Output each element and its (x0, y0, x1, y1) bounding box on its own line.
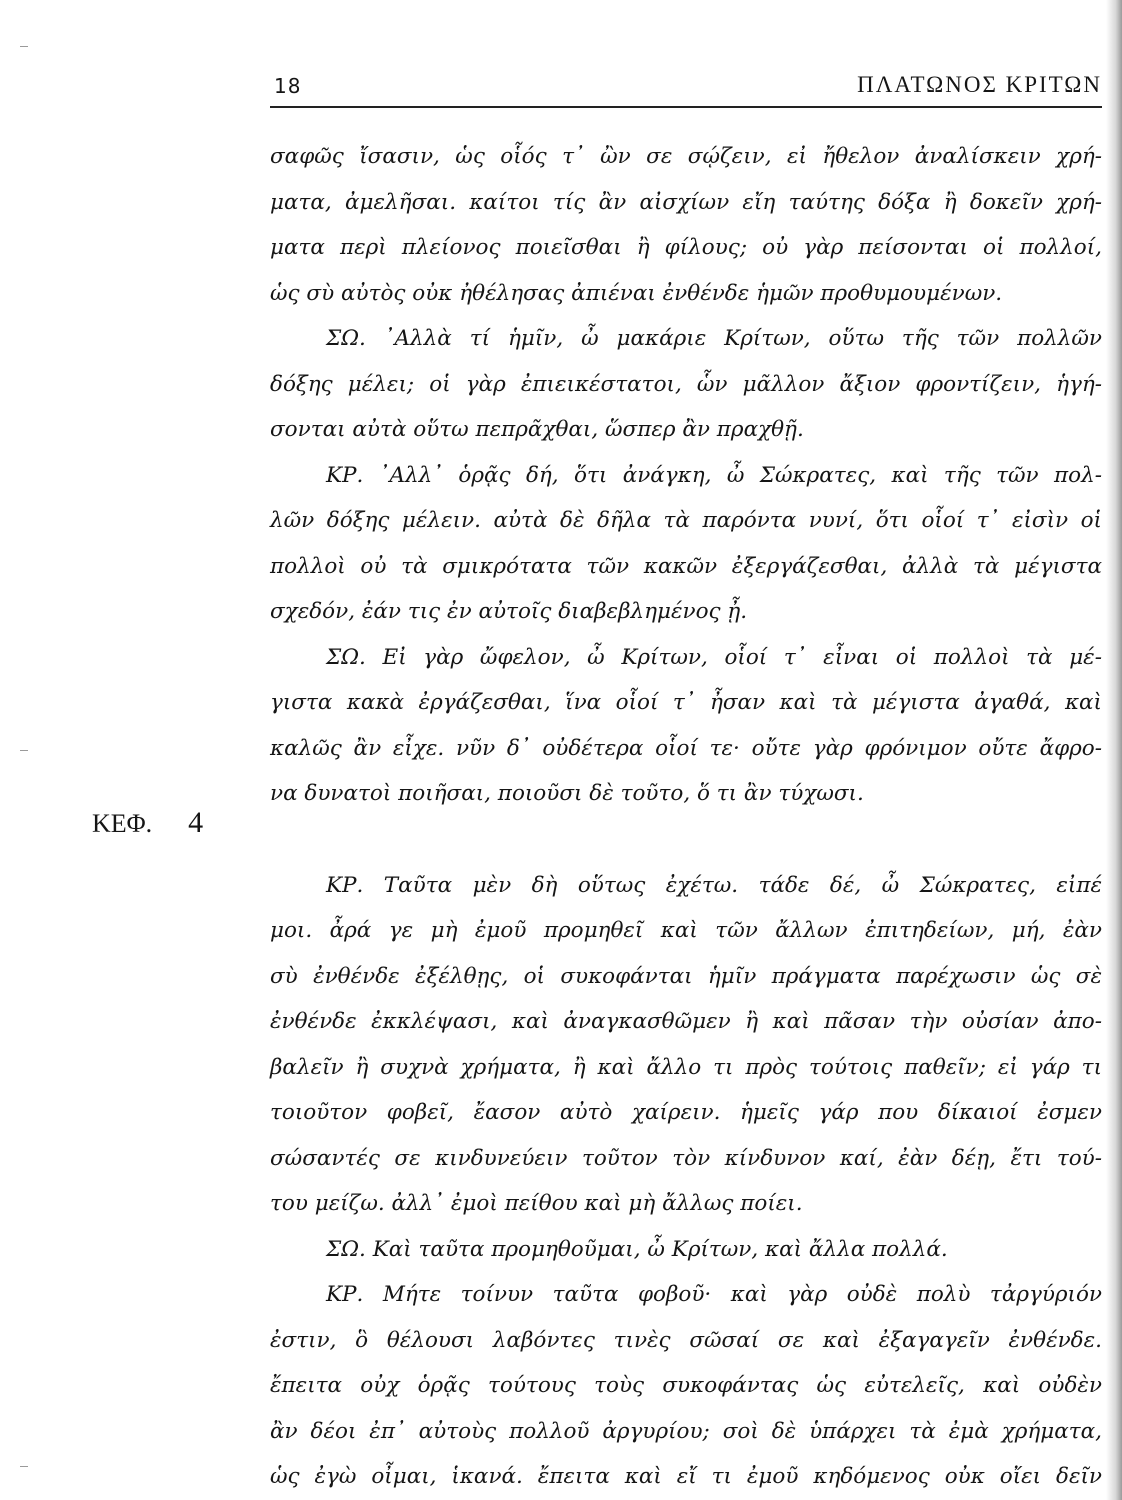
edge-mark (20, 1466, 28, 1467)
chapter-number: 4 (188, 806, 204, 839)
text-line: ἐστιν, ὃ θέλουσι λαβόντες τινὲς σῶσαί σε καὶ ἐξαγαγεῖν ἐνθένδε. (270, 1327, 1102, 1353)
paragraph (270, 1227, 1102, 1273)
text-line: σὺ ἐνθένδε ἐξέλθῃς, οἱ συκοφάνται ἡμῖν πράγματα παρέχωσιν ὡς σὲ (270, 963, 1102, 989)
edge-mark (20, 750, 28, 751)
text-line: ὡς σὺ αὐτὸς οὐκ ἠθέλησας ἀπιέναι ἐνθένδε ἡμῶν προθυμουμένων. (270, 280, 1003, 306)
page-number: 18 (274, 74, 302, 98)
text-line: σαφῶς ἴσασιν, ὡς οἷός τ᾿ ὢν σε σῴζειν, εἰ ἤθελον ἀναλίσκειν χρή- (270, 144, 1102, 169)
text-line: καλῶς ἂν εἶχε. νῦν δ᾿ οὐδέτερα οἷοί τε· οὔτε γὰρ φρόνιμον οὔτε ἄφρο- (270, 735, 1102, 761)
text-line: να δυνατοὶ ποιῆσαι, ποιοῦσι δὲ τοῦτο, ὅ τι ἂν τύχωσι. (270, 781, 864, 806)
paragraph (270, 316, 1102, 453)
text-line: σχεδόν, ἐάν τις ἐν αὐτοῖς διαβεβλημένος ᾖ. (270, 599, 748, 624)
chapter-gap (270, 817, 1102, 863)
text-line: του μείζω. ἀλλ᾿ ἐμοὶ πείθου καὶ μὴ ἄλλως ποίει. (270, 1191, 803, 1216)
edge-mark (20, 46, 28, 47)
body-text (270, 134, 1102, 1500)
text-line: γιστα κακὰ ἐργάζεσθαι, ἵνα οἷοί τ᾿ ἦσαν καὶ τὰ μέγιστα ἀγαθά, καὶ (270, 690, 1102, 715)
chapter-label: ΚΕΦ. (92, 809, 153, 838)
paragraph (270, 453, 1102, 635)
paragraph (270, 134, 1102, 316)
text-line: ΚΡ. ᾿Αλλ᾿ ὁρᾷς δή, ὅτι ἀνάγκη, ὦ Σώκρατες, καὶ τῆς τῶν πολ- (326, 462, 1102, 488)
text-line: ΣΩ. Εἰ γὰρ ὤφελον, ὦ Κρίτων, οἷοί τ᾿ εἶναι οἱ πολλοὶ τὰ μέ- (326, 644, 1102, 670)
binding-shadow (1106, 0, 1122, 1500)
text-line: ἔπειτα οὐχ ὁρᾷς τούτους τοὺς συκοφάντας ὡς εὐτελεῖς, καὶ οὐδὲν (270, 1373, 1102, 1398)
text-line: δόξης μέλει; οἱ γὰρ ἐπιεικέστατοι, ὧν μᾶλλον ἄξιον φροντίζειν, ἡγή- (270, 371, 1102, 397)
text-line: ὡς ἐγὼ οἶμαι, ἱκανά. ἔπειτα καὶ εἴ τι ἐμοῦ κηδόμενος οὐκ οἴει δεῖν (270, 1464, 1102, 1489)
text-line: ματα περὶ πλείονος ποιεῖσθαι ἢ φίλους; οὐ γὰρ πείσονται οἱ πολλοί, (270, 235, 1102, 260)
text-line: τοιοῦτον φοβεῖ, ἔασον αὐτὸ χαίρειν. ἡμεῖς γάρ που δίκαιοί ἐσμεν (270, 1100, 1102, 1125)
text-line: σώσαντές σε κινδυνεύειν τοῦτον τὸν κίνδυνον καί, ἐὰν δέῃ, ἔτι τού- (270, 1145, 1102, 1171)
text-line: ΣΩ. Καὶ ταῦτα προμηθοῦμαι, ὦ Κρίτων, καὶ ἄλλα πολλά. (326, 1236, 948, 1262)
paragraph (270, 1272, 1102, 1500)
text-line: πολλοὶ οὐ τὰ σμικρότατα τῶν κακῶν ἐξεργάζεσθαι, ἀλλὰ τὰ μέγιστα (270, 553, 1102, 579)
paragraph (270, 635, 1102, 817)
text-line: σονται αὐτὰ οὕτω πεπρᾶχθαι, ὥσπερ ἂν πραχθῇ. (270, 417, 804, 442)
text-line: ἂν δέοι ἐπ᾿ αὐτοὺς πολλοῦ ἀργυρίου; σοὶ δὲ ὑπάρχει τὰ ἐμὰ χρήματα, (270, 1418, 1102, 1444)
text-line: ΚΡ. Μήτε τοίνυν ταῦτα φοβοῦ· καὶ γὰρ οὐδὲ πολὺ τἀργύριόν (326, 1282, 1102, 1307)
text-line: ματα, ἀμελῆσαι. καίτοι τίς ἂν αἰσχίων εἴη ταύτης δόξα ἢ δοκεῖν χρή- (270, 189, 1102, 215)
running-title: ΠΛΑΤΩΝΟΣ ΚΡΙΤΩΝ (857, 72, 1102, 97)
text-line: ΣΩ. ᾿Αλλὰ τί ἡμῖν, ὦ μακάριε Κρίτων, οὕτω τῆς τῶν πολλῶν (326, 326, 1102, 351)
text-line: λῶν δόξης μέλειν. αὐτὰ δὲ δῆλα τὰ παρόντα νυνί, ὅτι οἷοί τ᾿ εἰσὶν οἱ (270, 508, 1102, 533)
text-line: ΚΡ. Ταῦτα μὲν δὴ οὕτως ἐχέτω. τάδε δέ, ὦ Σώκρατες, εἰπέ (326, 872, 1102, 898)
paragraph (270, 863, 1102, 1227)
page-header (270, 70, 1102, 108)
text-line: βαλεῖν ἢ συχνὰ χρήματα, ἢ καὶ ἄλλο τι πρὸς τούτοις παθεῖν; εἰ γάρ τι (270, 1054, 1102, 1080)
text-line: μοι. ἆρά γε μὴ ἐμοῦ προμηθεῖ καὶ τῶν ἄλλων ἐπιτηδείων, μή, ἐὰν (270, 918, 1102, 943)
text-line: ἐνθένδε ἐκκλέψασι, καὶ ἀναγκασθῶμεν ἢ καὶ πᾶσαν τὴν οὐσίαν ἀπο- (270, 1009, 1102, 1034)
chapter-marker (92, 806, 203, 840)
